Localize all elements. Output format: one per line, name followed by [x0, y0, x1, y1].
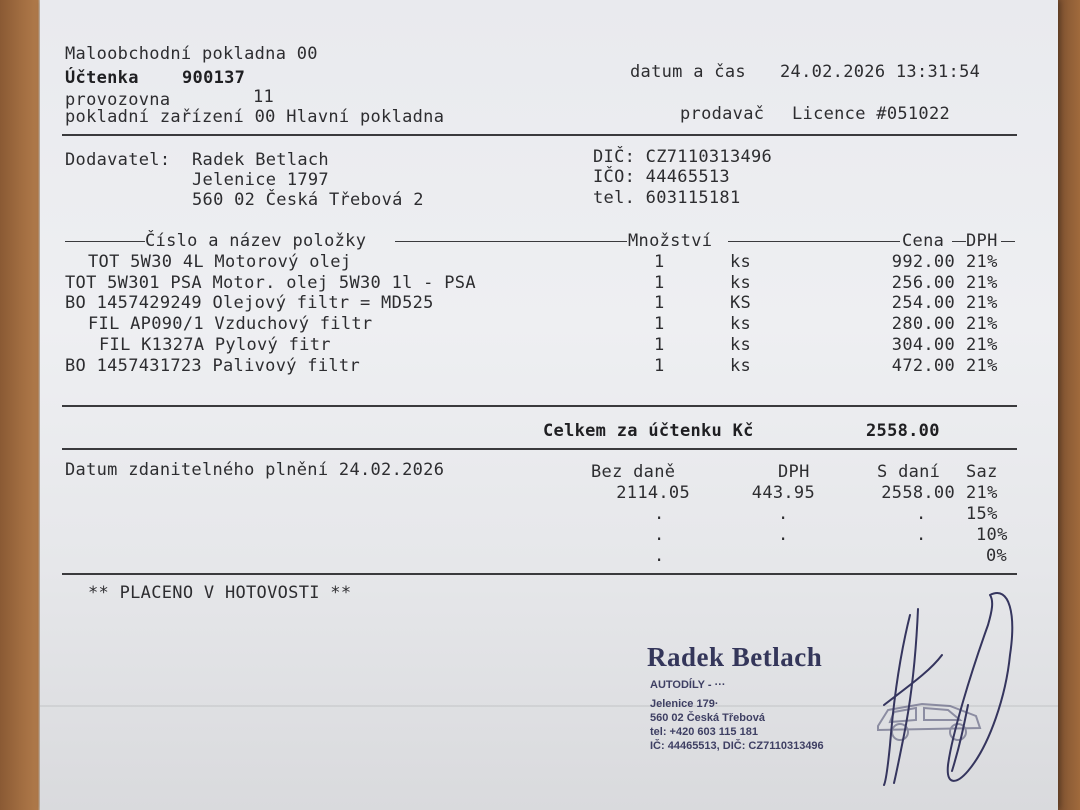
device-name: pokladní zařízení 00 Hlavní pokladna: [65, 107, 445, 127]
item-qty: 1: [654, 273, 665, 293]
supplier-dic: DIČ: CZ7110313496: [593, 147, 773, 167]
tax-base: .: [654, 504, 665, 524]
supplier-tel: tel. 603115181: [593, 188, 741, 208]
item-qty: 1: [654, 356, 665, 376]
stamp-line-street: Jelenice 179·: [650, 698, 719, 710]
seller-value: Licence #051022: [792, 104, 951, 124]
datetime-value: 24.02.2026 13:31:54: [780, 62, 981, 82]
item-qty: 1: [654, 293, 665, 313]
tax-vat: 443.95: [751, 483, 815, 503]
stamp-line-business: AUTODÍLY - ···: [650, 679, 726, 691]
datetime-label: datum a čas: [630, 62, 746, 82]
item-vat: 21%: [966, 252, 998, 272]
tax-base: 2114.05: [616, 483, 690, 503]
tax-rate: 10%: [976, 525, 1008, 545]
tax-rate: 0%: [986, 546, 1008, 566]
tax-header-base: Bez daně: [591, 462, 676, 482]
supplier-ico: IČO: 44465513: [593, 167, 730, 187]
item-name: TOT 5W30 4L Motorový olej: [88, 252, 352, 272]
item-qty: 1: [654, 335, 665, 355]
stamp-company-name: Radek Betlach: [647, 642, 823, 672]
items-header-price: Cena: [902, 231, 945, 251]
item-name: FIL K1327A Pylový fitr: [99, 335, 331, 355]
item-unit: ks: [730, 335, 752, 355]
items-header-rule-1: [65, 241, 145, 242]
divider-header: [62, 134, 1017, 136]
item-vat: 21%: [966, 273, 998, 293]
receipt-label: Účtenka: [65, 68, 139, 88]
item-name: BO 1457431723 Palivový filtr: [65, 356, 360, 376]
items-header-rule-5: [1001, 241, 1015, 242]
supplier-street: Jelenice 1797: [192, 170, 329, 190]
item-vat: 21%: [966, 293, 998, 313]
items-header-rule-2: [395, 241, 627, 242]
item-price: 472.00: [891, 356, 955, 376]
supplier-city: 560 02 Česká Třebová 2: [192, 190, 424, 210]
branch-number: 11: [253, 87, 275, 107]
branch-label: provozovna: [65, 90, 171, 110]
tax-rate: 15%: [966, 504, 998, 524]
divider-tax: [62, 573, 1017, 575]
item-unit: ks: [730, 252, 752, 272]
tax-header-rate: Saz: [966, 462, 998, 482]
supplier-label: Dodavatel:: [65, 150, 171, 170]
item-name: FIL AP090/1 Vzduchový filtr: [88, 314, 373, 334]
tax-gross: .: [916, 525, 927, 545]
item-unit: KS: [730, 293, 752, 313]
stamp-line-ids: IČ: 44465513, DIČ: CZ7110313496: [650, 740, 824, 752]
taxable-date: Datum zdanitelného plnění 24.02.2026: [65, 460, 445, 480]
tax-base: .: [654, 525, 665, 545]
stamp-line-city: 560 02 Česká Třebová: [650, 712, 765, 724]
receipt-number: 900137: [182, 68, 246, 88]
divider-items: [62, 405, 1017, 407]
item-name: BO 1457429249 Olejový filtr = MD525: [65, 293, 434, 313]
items-header-rule-4: [952, 241, 966, 242]
tax-gross: .: [916, 504, 927, 524]
divider-total: [62, 448, 1017, 450]
total-value: 2558.00: [866, 421, 940, 441]
tax-header-vat: DPH: [778, 462, 810, 482]
register-name: Maloobchodní pokladna 00: [65, 44, 318, 64]
tax-header-gross: S daní: [877, 462, 941, 482]
stamp-line-phone: tel: +420 603 115 181: [650, 726, 758, 738]
item-price: 254.00: [891, 293, 955, 313]
item-unit: ks: [730, 273, 752, 293]
items-header-name: Číslo a název položky: [145, 231, 367, 251]
items-header-qty: Množství: [628, 231, 713, 251]
receipt-paper: [40, 0, 1058, 810]
item-vat: 21%: [966, 314, 998, 334]
item-vat: 21%: [966, 335, 998, 355]
tax-rate: 21%: [966, 483, 998, 503]
item-unit: ks: [730, 314, 752, 334]
item-name: TOT 5W301 PSA Motor. olej 5W30 1l - PSA: [65, 273, 476, 293]
tax-gross: 2558.00: [881, 483, 955, 503]
item-qty: 1: [654, 314, 665, 334]
tax-vat: .: [778, 504, 789, 524]
signature: [860, 585, 1060, 790]
item-qty: 1: [654, 252, 665, 272]
tax-base: .: [654, 546, 665, 566]
tax-vat: .: [778, 525, 789, 545]
item-vat: 21%: [966, 356, 998, 376]
item-price: 280.00: [891, 314, 955, 334]
total-label: Celkem za účtenku Kč: [543, 421, 754, 441]
item-unit: ks: [730, 356, 752, 376]
item-price: 256.00: [891, 273, 955, 293]
items-header-vat: DPH: [966, 231, 998, 251]
payment-note: ** PLACENO V HOTOVOSTI **: [88, 583, 352, 603]
items-header-rule-3: [728, 241, 900, 242]
item-price: 304.00: [891, 335, 955, 355]
supplier-name: Radek Betlach: [192, 150, 329, 170]
seller-label: prodavač: [680, 104, 765, 124]
item-price: 992.00: [891, 252, 955, 272]
